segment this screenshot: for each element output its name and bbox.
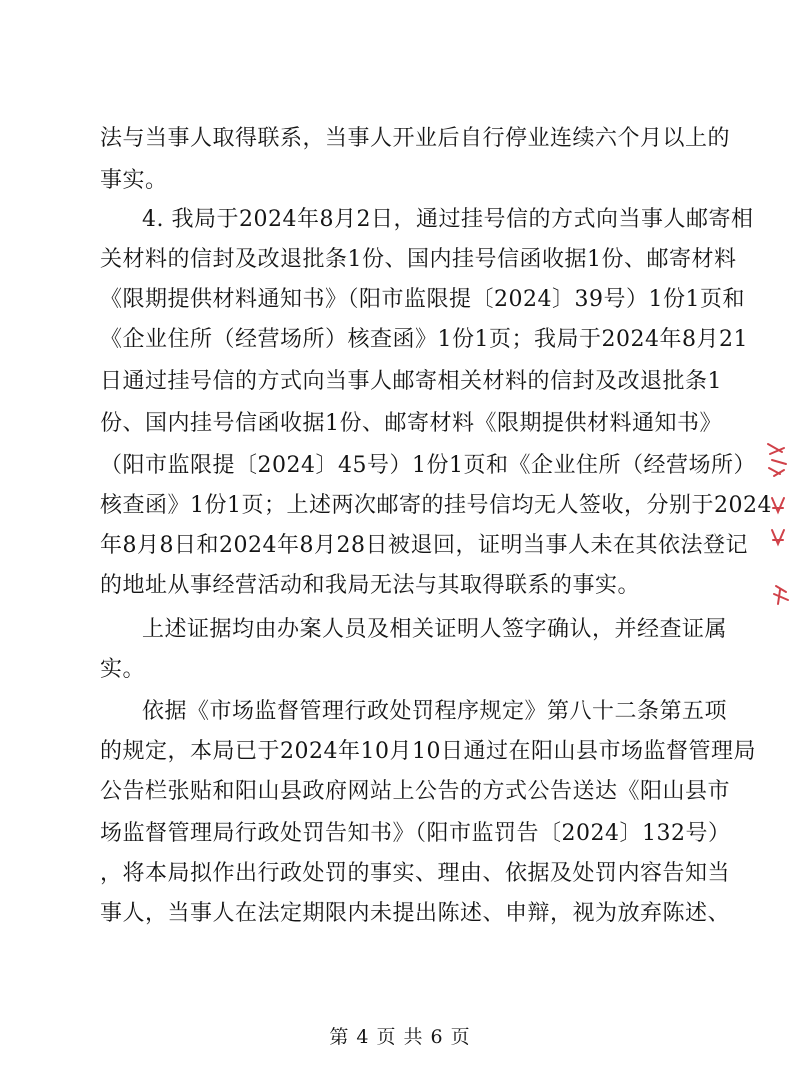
body-line-2: 事实。 (100, 168, 168, 193)
body-line-10: 核查函》1份1页；上述两次邮寄的挂号信均无人签收，分别于2024 (100, 493, 772, 518)
body-line-9: （阳市监限提〔2024〕45号）1份1页和《企业住所（经营场所） (100, 453, 756, 478)
body-line-3: 4. 我局于2024年8月2日，通过挂号信的方式向当事人邮寄相 (142, 207, 754, 232)
body-line-12: 的地址从事经营活动和我局无法与其取得联系的事实。 (100, 573, 641, 598)
body-line-17: 公告栏张贴和阳山县政府网站上公告的方式公告送达《阳山县市 (100, 779, 731, 804)
body-line-11: 年8月8日和2024年8月28日被退回，证明当事人未在其依法登记 (100, 533, 748, 558)
body-line-5: 《限期提供材料通知书》（阳市监限提〔2024〕39号）1份1页和 (100, 287, 745, 312)
body-line-15: 依据《市场监督管理行政处罚程序规定》第八十二条第五项 (142, 699, 728, 724)
body-line-18: 场监督管理局行政处罚告知书》（阳市监罚告〔2024〕132号） (100, 821, 731, 846)
body-line-7: 日通过挂号信的方式向当事人邮寄相关材料的信封及改退批条1 (100, 369, 722, 394)
body-line-13: 上述证据均由办案人员及相关证明人签字确认，并经查证属 (142, 617, 728, 642)
body-line-14: 实。 (100, 657, 146, 682)
body-line-6: 《企业住所（经营场所）核查函》1份1页；我局于2024年8月21 (100, 327, 748, 352)
body-line-19: ，将本局拟作出行政处罚的事实、理由、依据及处罚内容告知当 (100, 861, 731, 886)
body-line-4: 关材料的信封及改退批条1份、国内挂号信函收据1份、邮寄材料 (100, 247, 737, 272)
body-line-1: 法与当事人取得联系，当事人开业后自行停业连续六个月以上的 (100, 126, 731, 151)
seal-edge-mark (760, 440, 796, 620)
body-line-16: 的规定，本局已于2024年10月10日通过在阳山县市场监督管理局 (100, 739, 756, 764)
body-line-20: 事人，当事人在法定期限内未提出陈述、申辩，视为放弃陈述、 (100, 901, 731, 926)
body-line-8: 份、国内挂号信函收据1份、邮寄材料《限期提供材料通知书》 (100, 411, 722, 436)
page-number-footer: 第 4 页 共 6 页 (329, 1026, 471, 1048)
